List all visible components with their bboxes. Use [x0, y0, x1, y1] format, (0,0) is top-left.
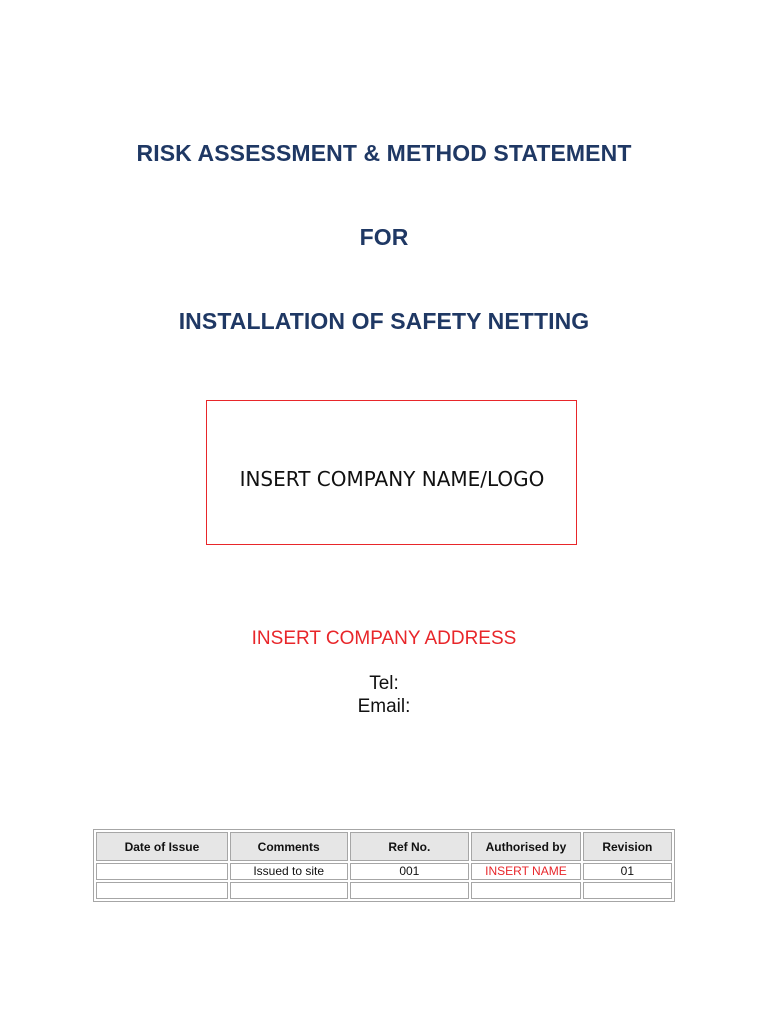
- document-issue-table: [93, 829, 675, 902]
- table-row: [96, 882, 672, 899]
- cell-date-of-issue: [96, 863, 228, 880]
- cell-ref-no: 001: [350, 863, 470, 880]
- cell-authorised-by: INSERT NAME: [471, 863, 581, 880]
- table-row: [96, 863, 672, 880]
- cell-ref-no: [350, 882, 470, 899]
- company-address-placeholder: INSERT COMPANY ADDRESS: [251, 628, 517, 649]
- header-ref-no: Ref No.: [350, 832, 470, 861]
- title-connector: FOR: [359, 224, 409, 250]
- cell-revision: [583, 882, 672, 899]
- header-comments: Comments: [230, 832, 348, 861]
- header-revision: Revision: [583, 832, 672, 861]
- document-subject: INSTALLATION OF SAFETY NETTING: [178, 308, 590, 334]
- header-date-of-issue: Date of Issue: [96, 832, 228, 861]
- document-title: RISK ASSESSMENT & METHOD STATEMENT: [136, 140, 632, 166]
- cell-date-of-issue: [96, 882, 228, 899]
- company-logo-placeholder: INSERT COMPANY NAME/LOGO: [239, 467, 545, 491]
- cell-authorised-by: [471, 882, 581, 899]
- cell-comments: [230, 882, 348, 899]
- table-header-row: [96, 832, 672, 861]
- header-authorised-by: Authorised by: [471, 832, 581, 861]
- tel-label: Tel:: [369, 673, 399, 694]
- email-label: Email:: [357, 696, 411, 717]
- cell-comments: Issued to site: [230, 863, 348, 880]
- cell-revision: 01: [583, 863, 672, 880]
